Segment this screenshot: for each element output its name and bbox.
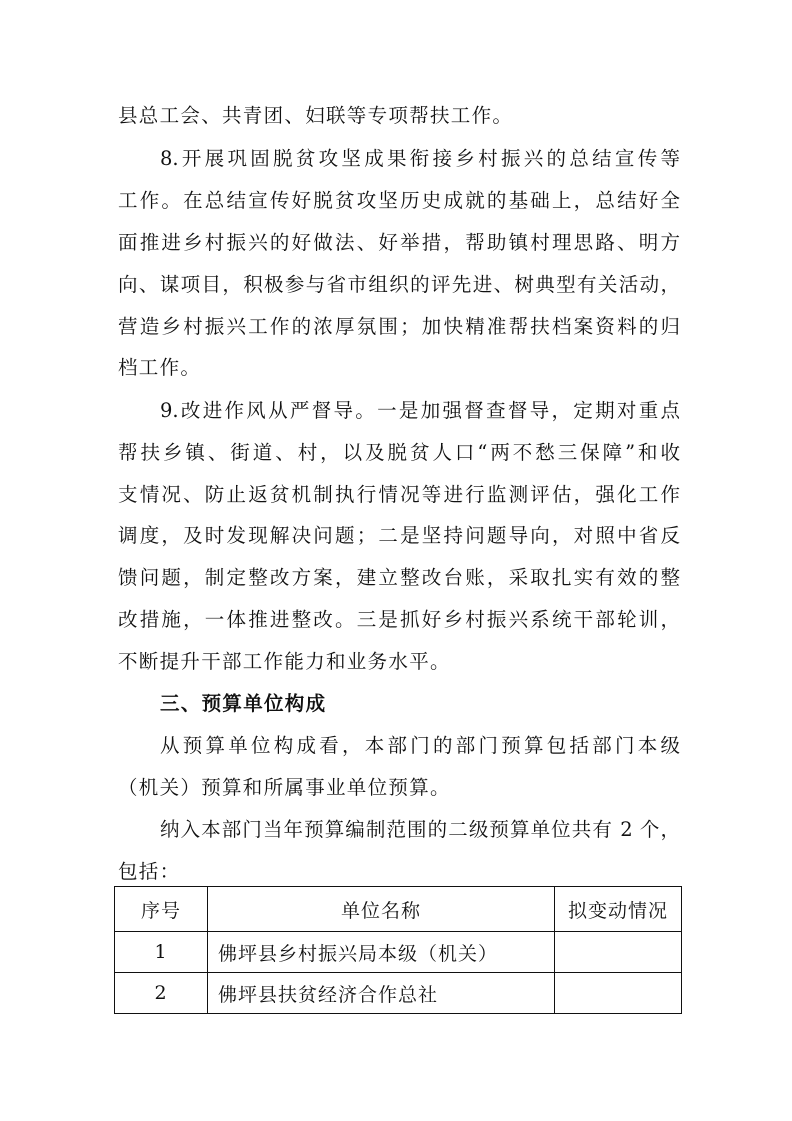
table-header-unit-name: 单位名称 [207,887,554,932]
paragraph-line: 档工作。 [118,356,202,379]
paragraph-line: 县总工会、共青团、妇联等专项帮扶工作。 [118,104,514,127]
table-cell-change [554,932,681,973]
paragraph-line: 帮扶乡镇、街道、村，以及脱贫人口“两不愁三保障”和收 [118,441,680,464]
paragraph-line: （机关）预算和所属事业单位预算。 [118,776,451,799]
paragraph-line: 不断提升干部工作能力和业务水平。 [118,650,451,673]
table-cell-unit-name: 佛坪县乡村振兴局本级（机关） [207,932,554,973]
paragraph-line: 工作。在总结宣传好脱贫攻坚历史成就的基础上，总结好全 [118,189,680,212]
paragraph-line: 9.改进作风从严督导。一是加强督查督导，定期对重点 [160,399,680,422]
table-header-index: 序号 [115,887,208,932]
paragraph-line: 改措施，一体推进整改。三是抓好乡村振兴系统干部轮训， [118,608,680,631]
table-cell-index: 2 [115,973,208,1014]
paragraph-line: 营造乡村振兴工作的浓厚氛围；加快精准帮扶档案资料的归 [118,315,680,338]
paragraph-line: 从预算单位构成看，本部门的部门预算包括部门本级 [160,734,680,757]
paragraph-line: 面推进乡村振兴的好做法、好举措，帮助镇村理思路、明方 [118,231,680,254]
section-heading: 三、预算单位构成 [160,692,327,715]
budget-units-table [114,886,682,1014]
paragraph-line: 8.开展巩固脱贫攻坚成果衔接乡村振兴的总结宣传等 [160,147,680,170]
table-cell-change [554,973,681,1014]
table-header-change: 拟变动情况 [554,887,681,932]
paragraph-line: 向、谋项目，积极参与省市组织的评先进、树典型有关活动， [118,273,680,296]
table-row [115,973,682,1014]
paragraph-line: 包括： [118,860,181,883]
paragraph-line: 纳入本部门当年预算编制范围的二级预算单位共有 2 个， [160,818,680,841]
paragraph-line: 馈问题，制定整改方案，建立整改台账，采取扎实有效的整 [118,566,680,589]
table-row [115,932,682,973]
paragraph-line: 支情况、防止返贫机制执行情况等进行监测评估，强化工作 [118,483,680,506]
table-cell-unit-name: 佛坪县扶贫经济合作总社 [207,973,554,1014]
table-cell-index: 1 [115,932,208,973]
table-header-row [115,887,682,932]
paragraph-line: 调度，及时发现解决问题；二是坚持问题导向，对照中省反 [118,524,680,547]
